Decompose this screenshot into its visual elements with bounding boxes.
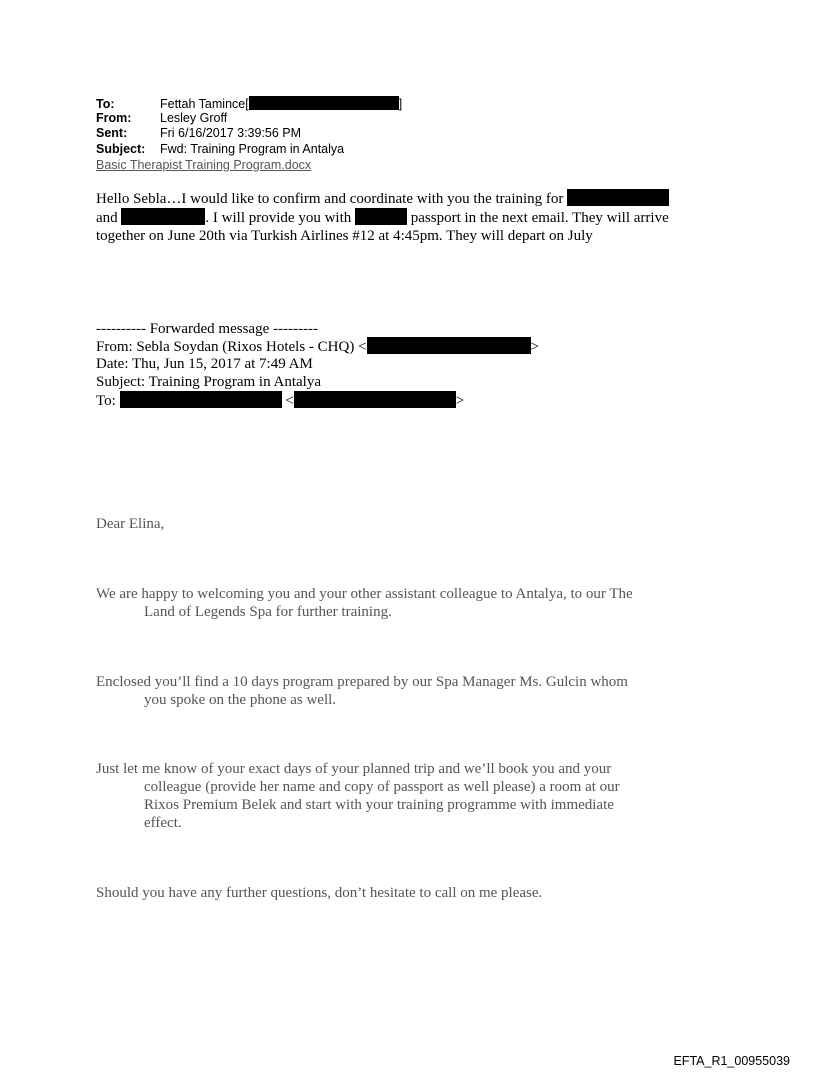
intro-text-1: Hello Sebla…I would like to confirm and coordinate with you the training for [96,191,564,207]
to-label: To: [96,97,115,111]
sent-label: Sent: [96,126,128,140]
subject-label: Subject: [96,142,146,156]
body-paragraph-4 [96,884,696,902]
p3-line-1: Just let me know of your exact days of your planned trip and we’ll book you and your [96,761,612,777]
intro-text-2a: and [96,210,118,226]
redaction-box [567,189,669,206]
body-paragraph-2 [96,673,696,709]
greeting-text: Dear Elina, [96,516,165,532]
to-value: Fettah Tamince[ [160,97,249,111]
attachment-link[interactable]: Basic Therapist Training Program.docx [96,158,312,172]
intro-line-1 [96,189,669,208]
redaction-box [294,391,456,408]
to-close: ] [398,97,403,111]
p4-line-1: Should you have any further questions, don’t hesitate to call on me please. [96,885,543,901]
forwarded-marker: ---------- Forwarded message --------- [96,321,318,337]
intro-text-2c: passport in the next email. They will arrive [410,210,669,226]
p2-line-2: you spoke on the phone as well. [144,692,337,708]
subject-value: Fwd: Training Program in Antalya [160,142,345,156]
from-label: From: [96,111,132,125]
body-paragraph-1 [96,585,696,621]
forwarded-from: From: Sebla Soydan (Rixos Hotels - CHQ) < [96,339,367,355]
header-from-row [96,111,227,126]
redaction-box [249,96,399,110]
forwarded-date: Date: Thu, Jun 15, 2017 at 7:49 AM [96,356,313,372]
p1-line-2: Land of Legends Spa for further training. [144,604,392,620]
from-value: Lesley Groff [160,111,228,125]
p2-line-1: Enclosed you’ll find a 10 days program prepared by our Spa Manager Ms. Gulcin whom [96,674,628,690]
intro-line-2 [96,208,669,227]
forwarded-to-lt: < [285,393,294,409]
intro-line-3: together on June 20th via Turkish Airlines #12 at 4:45pm. They will depart on July [96,228,593,244]
forwarded-to-label: To: [96,393,116,409]
document-id: EFTA_R1_00955039 [673,1054,790,1068]
p1-line-1: We are happy to welcoming you and your other assistant colleague to Antalya, to our The [96,586,633,602]
body-paragraph-3 [96,760,696,832]
forwarded-from-row [96,337,539,356]
forwarded-to-row [96,391,464,410]
forwarded-to-close: > [455,393,465,409]
sent-value: Fri 6/16/2017 3:39:56 PM [160,126,302,140]
header-subject-row [96,142,344,157]
p3-line-4: effect. [144,815,182,831]
intro-text-2b: . I will provide you with [205,210,352,226]
forwarded-from-close: > [530,339,540,355]
header-to-row [96,96,402,112]
redaction-box [120,391,282,408]
redaction-box [355,208,407,225]
greeting [96,515,696,533]
redaction-box [367,337,531,354]
p3-line-2: colleague (provide her name and copy of passport as well please) a room at our [144,779,620,795]
header-sent-row [96,126,301,141]
p3-line-3: Rixos Premium Belek and start with your training programme with immediate [144,797,614,813]
forwarded-subject: Subject: Training Program in Antalya [96,374,321,390]
redaction-box [121,208,205,225]
